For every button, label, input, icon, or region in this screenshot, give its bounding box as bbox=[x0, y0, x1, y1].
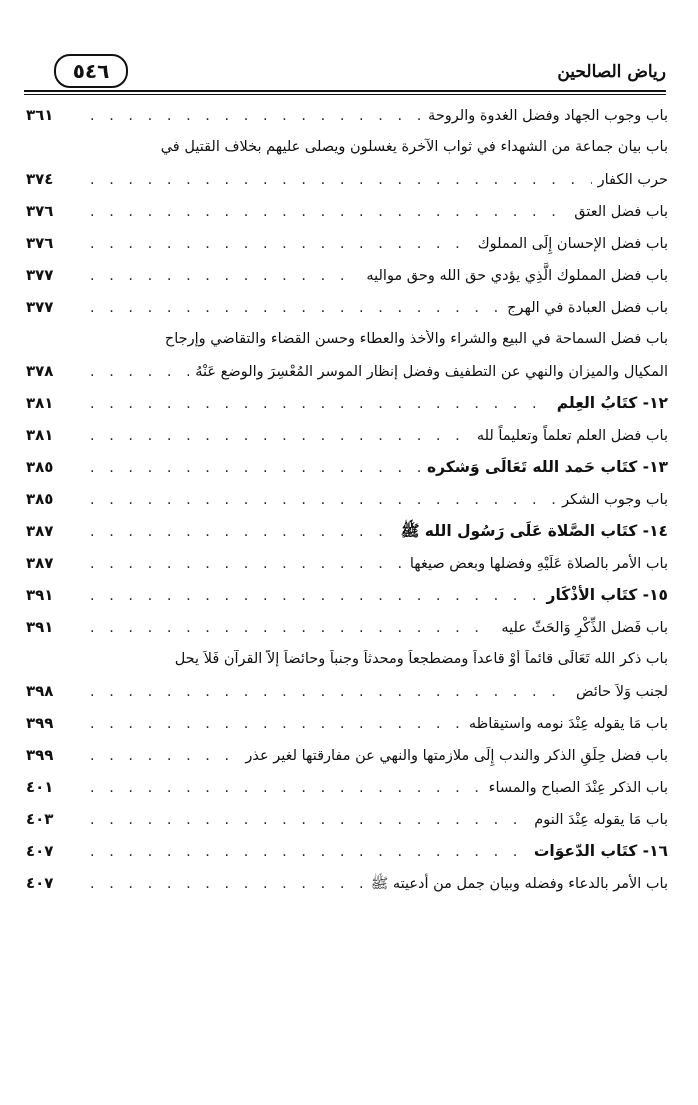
section-title: ١٣- كتَاب حَمد الله تَعَالَى وَشكره bbox=[426, 458, 668, 476]
toc-entry-text: باب الذكر عِنْدَ الصباح والمساء bbox=[488, 780, 668, 796]
dot-leader bbox=[90, 203, 568, 221]
page-reference: ٣٧٦ bbox=[26, 234, 54, 252]
toc-entry-text: باب بيان جماعة من الشهداء في ثواب الآخرة يغسلون ويصلى عليهم بخلاف القتيل في bbox=[160, 139, 668, 155]
page-reference: ٣٧٧ bbox=[26, 298, 54, 316]
toc-entry-text: باب فضل العتق bbox=[574, 204, 668, 220]
page-reference: ٣٨٥ bbox=[26, 458, 54, 476]
toc-entry bbox=[26, 266, 668, 284]
dot-leader bbox=[90, 779, 483, 797]
toc-entry-text: المكيال والميزان والنهي عن التطفيف وفضل إنظار الموسر المُعْسِرَ والوضع عَنْهُ bbox=[195, 364, 668, 380]
dot-leader bbox=[90, 459, 421, 477]
page-reference: ٣٨٧ bbox=[26, 522, 54, 540]
page-reference: ٣٨١ bbox=[26, 394, 54, 412]
page-reference: ٣٨٧ bbox=[26, 554, 54, 572]
toc-entry-text: حرب الكفار bbox=[597, 172, 668, 188]
page-reference: ٣٩٨ bbox=[26, 682, 54, 700]
page-reference: ٣٩١ bbox=[26, 618, 54, 636]
page-reference: ٣٦١ bbox=[26, 106, 54, 124]
toc-entry bbox=[26, 554, 668, 572]
dot-leader bbox=[90, 491, 556, 509]
dot-leader bbox=[90, 715, 463, 733]
toc-entry-text: باب فضل حِلَقِ الذكر والندب إِلَى ملازمتها والنهي عن مفارقتها لغير عذر bbox=[245, 748, 668, 764]
toc-entry bbox=[26, 234, 668, 252]
toc-entry-text: باب مَا يقوله عِنْدَ نومه واستيقاظه bbox=[468, 716, 668, 732]
section-title: ١٦- كتَاب الدّعوَات bbox=[533, 842, 668, 860]
toc-entry-text: باب مَا يقوله عِنْدَ النوم bbox=[534, 812, 668, 828]
toc-entry bbox=[26, 650, 668, 700]
toc-entry bbox=[26, 490, 668, 508]
toc-entry-text: باب وجوب الجهاد وفضل الغدوة والروحة bbox=[428, 108, 668, 124]
dot-leader bbox=[90, 107, 422, 125]
toc-section-heading bbox=[26, 458, 668, 476]
toc-entry-text: باب فضل العلم تعلماً وتعليماً لله bbox=[476, 428, 668, 444]
toc-entry-text: باب الأمر بالدعاء وفضله وبيان جمل من أدعيته ﷺ bbox=[370, 876, 668, 892]
toc-entry bbox=[26, 426, 668, 444]
dot-leader bbox=[90, 683, 570, 701]
toc-entry-text: باب ذكر الله تَعَالَى قائماً أَوْ قاعداً ومضطجعاً ومحدثاً وجنباً وحائضاً إلاَّ القرآن فَلاَ يحل bbox=[174, 651, 668, 667]
book-title: رياض الصالحين bbox=[557, 62, 666, 82]
page-reference: ٤٠٧ bbox=[26, 874, 54, 892]
dot-leader bbox=[90, 267, 360, 285]
header-rule-thin bbox=[24, 94, 666, 95]
section-title: ١٥- كتَاب الأذْكَار bbox=[546, 586, 668, 604]
dot-leader bbox=[90, 747, 239, 765]
dot-leader bbox=[90, 843, 528, 861]
toc-entry-text: باب فَضل الذِّكْرِ وَالحَثّ عليه bbox=[501, 620, 668, 636]
page-number: ٥٤٦ bbox=[54, 54, 128, 88]
toc-entry bbox=[26, 746, 668, 764]
toc-section-heading bbox=[26, 394, 668, 412]
toc-entry bbox=[26, 810, 668, 828]
toc-entry-text: باب فضل السماحة في البيع والشراء والأخذ والعطاء وحسن القضاء والتقاضي وإرجاح bbox=[164, 331, 668, 347]
page-reference: ٣٧٤ bbox=[26, 170, 54, 188]
page-reference: ٣٩٩ bbox=[26, 714, 54, 732]
page-reference: ٤٠٧ bbox=[26, 842, 54, 860]
toc-section-heading bbox=[26, 586, 668, 604]
toc-section-heading bbox=[26, 522, 668, 540]
toc-entry bbox=[26, 138, 668, 188]
toc-entry bbox=[26, 714, 668, 732]
dot-leader bbox=[90, 395, 551, 413]
toc-entry-text: باب الأمر بالصلاة عَلَيْهِ وفضلها وبعض صيغها bbox=[409, 556, 668, 572]
toc-entry-text: لجنب وَلاَ حائض bbox=[575, 684, 668, 700]
dot-leader bbox=[90, 363, 189, 381]
page-reference: ٤٠١ bbox=[26, 778, 54, 796]
dot-leader bbox=[90, 299, 501, 317]
dot-leader bbox=[90, 587, 541, 605]
page-reference: ٣٧٦ bbox=[26, 202, 54, 220]
toc-entry bbox=[26, 874, 668, 892]
table-of-contents bbox=[26, 106, 668, 906]
toc-section-heading bbox=[26, 842, 668, 860]
toc-entry bbox=[26, 298, 668, 316]
page-reference: ٤٠٣ bbox=[26, 810, 54, 828]
page-reference: ٣٩١ bbox=[26, 586, 54, 604]
page-reference: ٣٧٨ bbox=[26, 362, 54, 380]
toc-entry bbox=[26, 330, 668, 380]
dot-leader bbox=[90, 235, 472, 253]
toc-entry bbox=[26, 202, 668, 220]
section-title: ١٤- كتَاب الصَّلاة عَلَى رَسُول الله ﷺ bbox=[400, 522, 668, 540]
header-rule bbox=[24, 90, 666, 92]
dot-leader bbox=[90, 523, 395, 541]
dot-leader bbox=[90, 811, 528, 829]
toc-entry-text: باب فضل العبادة في الهرج bbox=[507, 300, 668, 316]
dot-leader bbox=[90, 171, 592, 189]
page-reference: ٣٩٩ bbox=[26, 746, 54, 764]
dot-leader bbox=[90, 619, 495, 637]
page-reference: ٣٨١ bbox=[26, 426, 54, 444]
toc-entry-text: باب فضل المملوك الَّذِي يؤدي حق الله وحق مواليه bbox=[366, 268, 668, 284]
dot-leader bbox=[90, 875, 365, 893]
page-reference: ٣٨٥ bbox=[26, 490, 54, 508]
toc-entry bbox=[26, 618, 668, 636]
toc-entry-text: باب وجوب الشكر bbox=[562, 492, 668, 508]
dot-leader bbox=[90, 555, 404, 573]
section-title: ١٢- كتَابُ العِلم bbox=[556, 394, 668, 412]
page-reference: ٣٧٧ bbox=[26, 266, 54, 284]
toc-entry bbox=[26, 778, 668, 796]
toc-entry-text: باب فضل الإحسان إِلَى المملوك bbox=[477, 236, 668, 252]
dot-leader bbox=[90, 427, 471, 445]
toc-entry bbox=[26, 106, 668, 124]
